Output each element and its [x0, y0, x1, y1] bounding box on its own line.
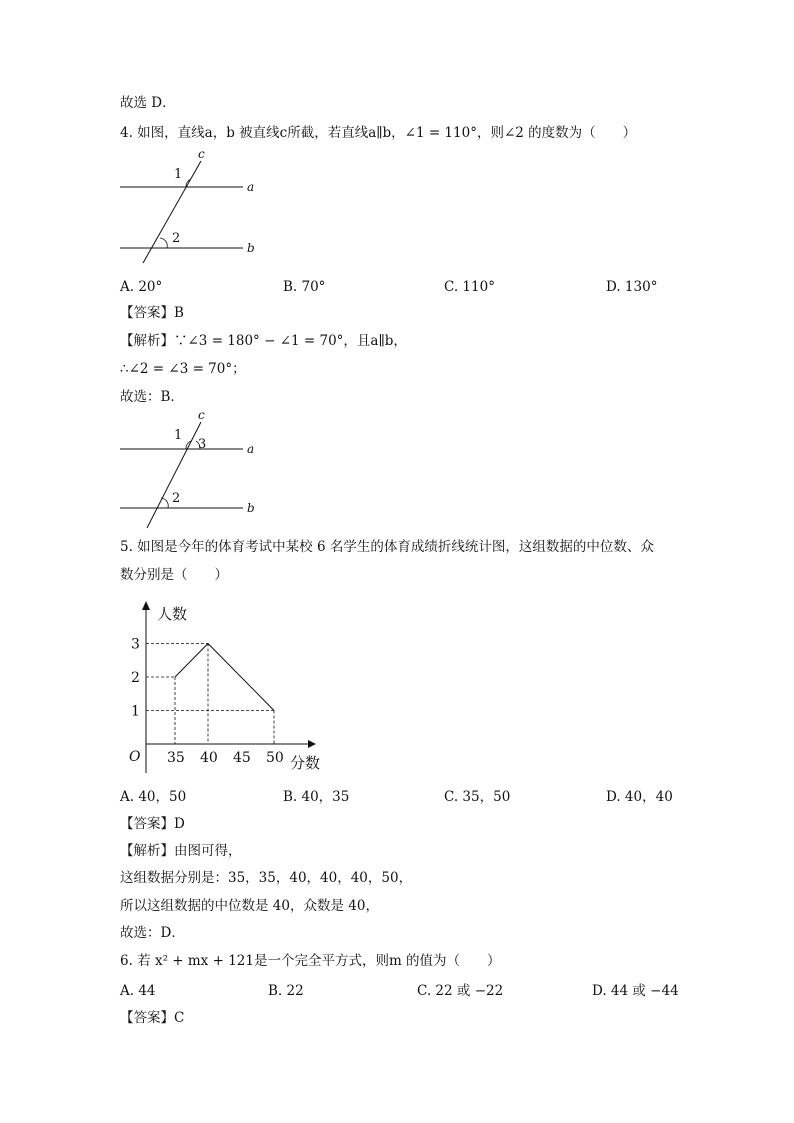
label-angle3: 3: [198, 437, 207, 452]
q5-option-d: D. 40，40: [606, 789, 673, 805]
label-angle1: 1: [174, 428, 183, 443]
angle2-arc: [160, 238, 167, 248]
q4-conclusion: 故选：B．: [120, 389, 184, 405]
x-axis-label: 分数: [290, 754, 321, 772]
series-line: [175, 644, 274, 711]
y-tick-label: 1: [131, 703, 140, 720]
q4-figure: [115, 145, 265, 265]
q6-option-b: B. 22: [268, 983, 304, 999]
q6-stem: 6. 若 x² + mx + 121是一个完全平方式，则m 的值为（ ）: [120, 953, 501, 969]
prev-conclusion: 故选 D．: [120, 95, 176, 111]
q4-answer: 【答案】B: [120, 305, 184, 321]
x-tick-label: 40: [200, 750, 218, 766]
q5-analysis-2: 这组数据分别是：35，35，40，40，40，50，: [120, 870, 413, 886]
q5-stem-line1: 5. 如图是今年的体育考试中某校 6 名学生的体育成绩折线统计图，这组数据的中位数、众: [120, 539, 654, 555]
y-tick-label: 3: [131, 636, 140, 653]
x-tick-label: 45: [233, 750, 251, 766]
q4-option-d: D. 130°: [606, 279, 658, 295]
q5-option-c: C. 35，50: [444, 789, 511, 805]
q4-analysis-figure: [115, 406, 265, 530]
y-axis-arrow: [142, 601, 150, 610]
q4-analysis-2: ∴∠2 = ∠3 = 70°；: [120, 361, 246, 377]
y-axis-label: 人数: [157, 605, 188, 623]
q6-option-d: D. 44 或 −44: [592, 983, 679, 999]
q4-stem: 4. 如图，直线a，b 被直线c所截，若直线a∥b，∠1 = 110°，则∠2 的度数为（ ）: [120, 125, 637, 141]
label-a: a: [247, 442, 255, 456]
q4-option-c: C. 110°: [444, 279, 495, 295]
q5-analysis-3: 所以这组数据的中位数是 40，众数是 40，: [120, 898, 379, 914]
q4-analysis-1: 【解析】∵∠3 = 180° − ∠1 = 70°，且a∥b，: [120, 333, 407, 349]
q6-answer: 【答案】C: [120, 1010, 185, 1026]
x-axis-arrow: [308, 740, 316, 748]
q5-stem-line2: 数分别是（ ）: [120, 567, 228, 583]
label-b: b: [247, 501, 255, 515]
q6-option-c: C. 22 或 −22: [417, 983, 504, 999]
q6-option-a: A. 44: [120, 983, 156, 999]
x-tick-label: 35: [167, 750, 185, 766]
label-c: c: [198, 147, 205, 161]
label-a: a: [247, 180, 255, 194]
origin-label: O: [129, 749, 141, 765]
x-tick-label: 50: [266, 750, 284, 766]
angle2-arc: [161, 498, 168, 508]
label-b: b: [247, 241, 255, 255]
q5-option-a: A. 40，50: [120, 789, 187, 805]
q5-answer: 【答案】D: [120, 816, 185, 832]
label-angle2: 2: [172, 491, 181, 506]
q4-option-b: B. 70°: [283, 279, 326, 295]
label-angle2: 2: [172, 231, 181, 246]
q5-conclusion: 故选：D．: [120, 925, 185, 941]
label-angle1: 1: [174, 167, 183, 182]
q5-analysis-1: 【解析】由图可得，: [120, 843, 242, 859]
q5-option-b: B. 40，35: [283, 789, 350, 805]
label-c: c: [198, 408, 205, 422]
q5-line-chart: [110, 596, 340, 782]
y-tick-label: 2: [131, 670, 140, 686]
q4-option-a: A. 20°: [120, 279, 163, 295]
